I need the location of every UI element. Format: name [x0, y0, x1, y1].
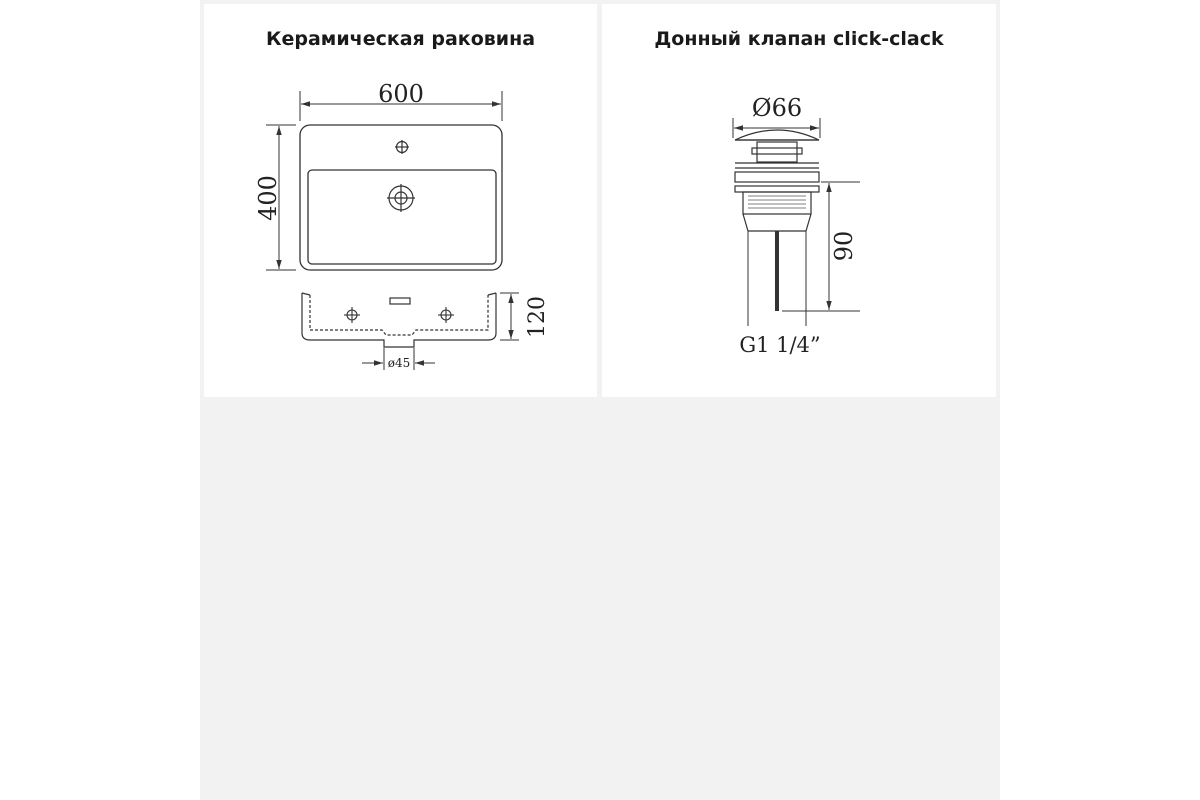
diameter-label: Ø66	[751, 94, 803, 122]
drain-icon	[387, 184, 415, 212]
sink-title: Керамическая раковина	[265, 28, 536, 50]
thread-lines	[748, 196, 806, 208]
width-label: 600	[378, 80, 424, 108]
faucet-hole-icon	[395, 140, 409, 154]
valve-drawing	[602, 4, 996, 397]
sink-panel	[204, 4, 597, 397]
thread-label: G1 1/4”	[739, 333, 821, 357]
side-hole-left-icon	[344, 307, 360, 323]
sink-side-view	[302, 293, 496, 347]
valve-height-label: 90	[830, 230, 858, 262]
valve-title: Донный клапан click-clack	[654, 28, 944, 50]
valve-panel	[602, 4, 996, 397]
sink-drawing	[204, 4, 597, 397]
depth-label: 400	[254, 175, 282, 221]
height-label: 120	[525, 296, 550, 338]
side-hole-right-icon	[438, 307, 454, 323]
drain-label: ø45	[387, 356, 411, 370]
height-dimension	[500, 293, 519, 340]
